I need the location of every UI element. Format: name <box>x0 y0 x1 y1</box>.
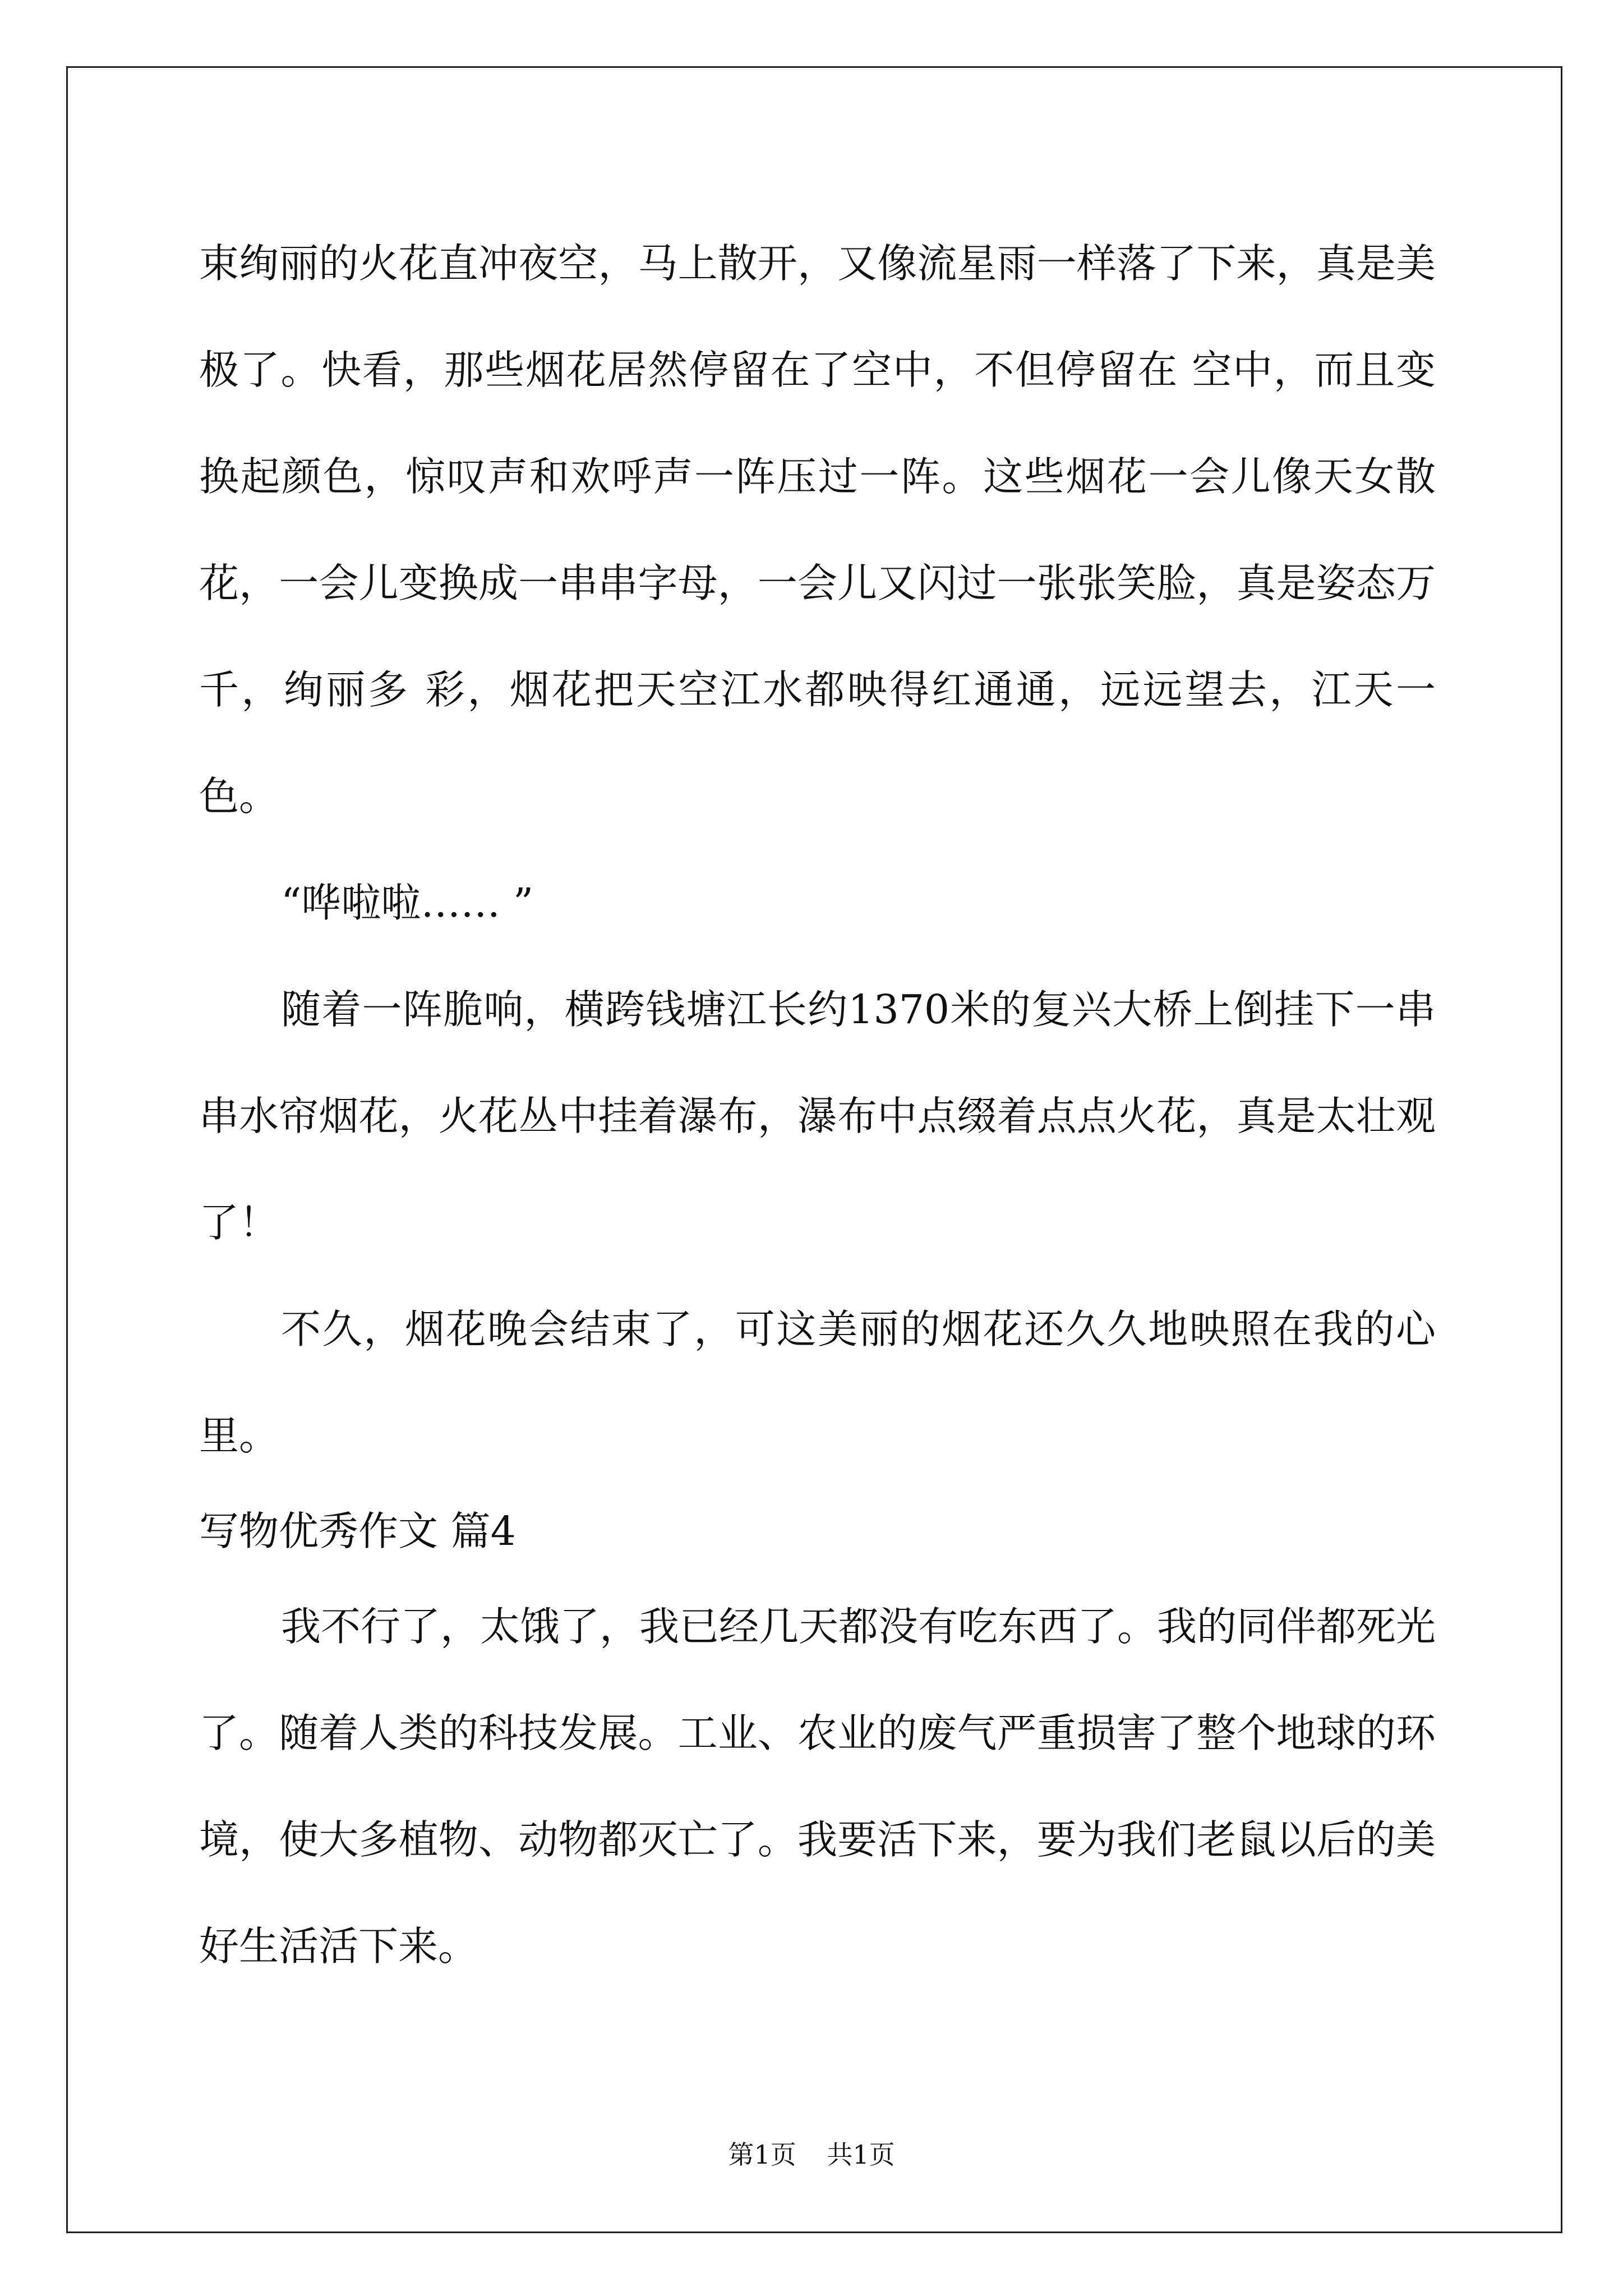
page-total: 共1页 <box>827 2139 895 2170</box>
paragraph-sound: “哗啦啦…… ” <box>281 880 534 926</box>
section-heading: 写物优秀作文 篇4 <box>199 1508 516 1554</box>
paragraph-mouse: 我不行了，太饿了，我已经几天都没有吃东西了。我的同伴都死光了。随着人类的科技发展。工业、农业的废气严重损害了整个地球的环境，使大多植物、动物都灭亡了。我要活下来，要为我们老鼠以后的美好生活活下来。 <box>199 1603 1436 1970</box>
page-number: 第1页 <box>728 2139 796 2170</box>
paragraph-ending: 不久，烟花晚会结束了，可这美丽的烟花还久久地映照在我的心里。 <box>199 1306 1436 1459</box>
paragraph-bridge: 随着一阵脆响，横跨钱塘江长约1370米的复兴大桥上倒挂下一串串水帘烟花，火花丛中挂着瀑布，瀑布中点缀着点点火花，真是太壮观了！ <box>199 986 1436 1246</box>
document-body <box>199 210 1436 2000</box>
paragraph-fireworks-continued: 束绚丽的火花直冲夜空，马上散开，又像流星雨一样落了下来，真是美极了。快看，那些烟花居然停留在了空中，不但停留在 空中，而且变换起颜色，惊叹声和欢呼声一阵压过一阵。这些烟花一会儿像天女散花，一会儿变换成一串串字母，一会儿又闪过一张张笑脸，真是姿态万千，绚丽多 彩，烟花把天空江水都映得红通通，远远望去，江天一色。 <box>199 240 1436 820</box>
page-footer <box>0 2134 1623 2171</box>
